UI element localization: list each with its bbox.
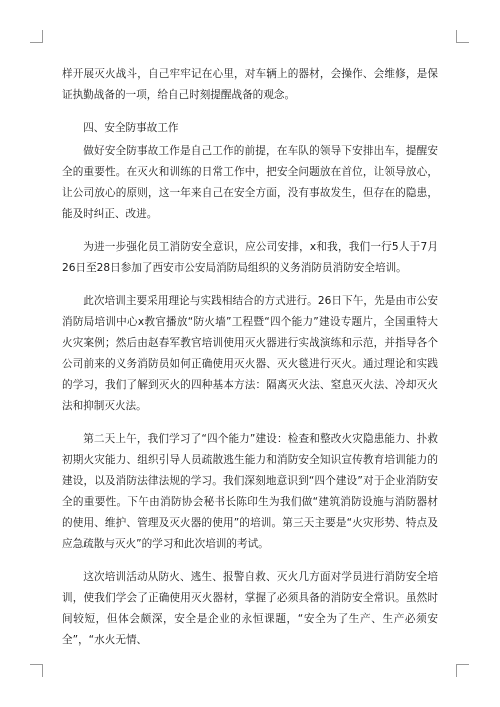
paragraph-training-intro: 为进一步强化员工消防安全意识，应公司安排，x和我，我们一行5人于7月26日至28日参加了西安市公安局消防局组织的义务消防员消防安全培训。 xyxy=(62,241,438,274)
paragraph-training-method: 此次培训主要采用理论与实践相结合的方式进行。26日下午，先是由市公安消防局培训中心x教官播放“防火墙”工程暨“四个能力”建设专题片，全国重特大火灾案例；然后由赵春军教官培训使用灭火器进行实战演练和示范，并指导各个公司前来的义务消防员如何正确使用灭火器、灭火毯进行灭火。通过理论和实践的学习，我们了解到灭火的四种基本方法：隔离灭火法、窒息灭火法、冷却灭火法和抑制灭火法。 xyxy=(62,295,438,412)
paragraph-continuation: 样开展灭火战斗，自己牢牢记在心里，对车辆上的器材，会操作、会维修，是保证执勤战备的一项，给自己时刻提醒战备的观念。 xyxy=(62,68,438,101)
crop-mark-bottom-right xyxy=(456,664,469,677)
paragraph-training-summary: 这次培训活动从防火、逃生、报警自救、灭火几方面对学员进行消防安全培训，使我们学会了正确使用灭火器材，掌握了必须具备的消防安全常识。虽然时间较短，但体会颇深，安全是企业的永恒课题，“安全为了生产、生产必须安全”，“水火无情、 xyxy=(62,571,438,646)
paragraph-safety-work: 做好安全防事故工作是自己工作的前提，在车队的领导下安排出车，提醒安全的重要性。在灭火和训练的日常工作中，把安全问题放在首位，让领导放心，让公司放心的原则，这一年来自己在安全方面，没有事故发生，但存在的隐患，能及时纠正、改进。 xyxy=(62,145,438,220)
crop-mark-bottom-left xyxy=(30,664,43,677)
paragraph-second-day: 第二天上午，我们学习了“四个能力”建设：检查和整改火灾隐患能力、扑救初期火灾能力、组织引导人员疏散逃生能力和消防安全知识宣传教育培训能力的建设，以及消防法律法规的学习。我们深刻地意识到“四个建设”对于企业消防安全的重要性。下午由消防协会秘书长陈印生为我们做“建筑消防设施与消防器材的使用、维护、管理及灭火器的使用”的培训。第三天主要是“火灾形势、特点及应急疏散与灭火”的学习和此次培训的考试。 xyxy=(62,433,438,550)
crop-mark-top-right xyxy=(456,30,469,43)
section-heading: 四、安全防事故工作 xyxy=(83,122,179,134)
crop-mark-top-left xyxy=(30,30,43,43)
document-body xyxy=(62,64,438,663)
